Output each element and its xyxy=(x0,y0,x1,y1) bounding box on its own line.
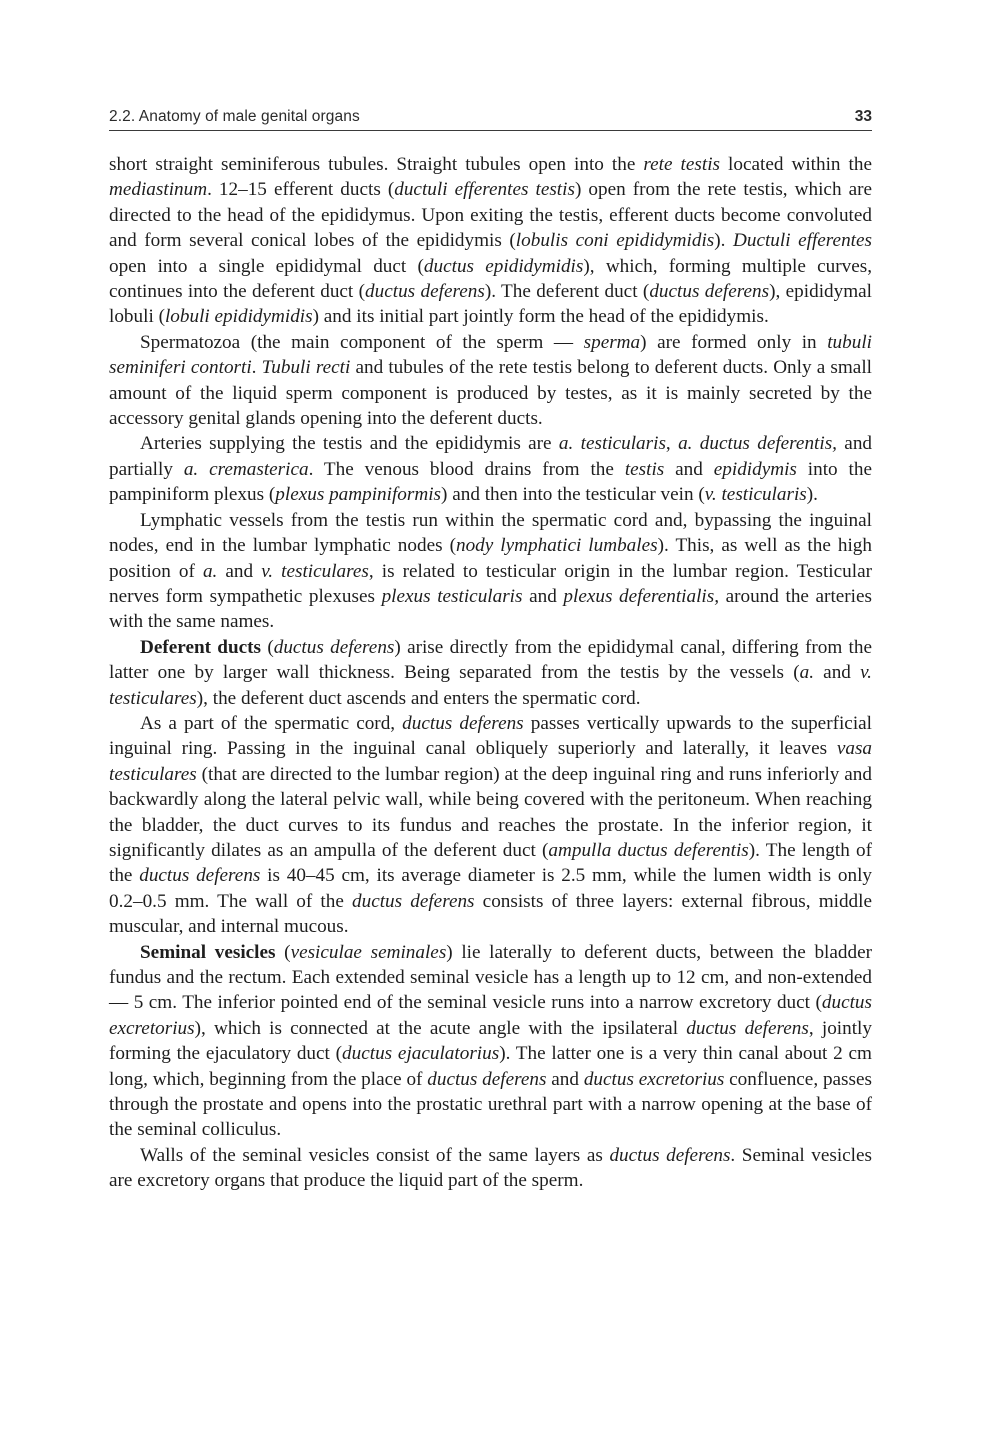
latin-term: mediastinum xyxy=(109,179,208,201)
text-run: ) and its initial part jointly form the head of the epididymis. xyxy=(312,306,769,328)
latin-term: ductus ejaculatorius xyxy=(342,1043,500,1065)
text-run: , xyxy=(665,433,679,455)
latin-term: ductus deferens xyxy=(609,1144,731,1166)
latin-term: epididymis xyxy=(713,458,797,480)
text-run: and xyxy=(217,560,262,582)
text-run: open into a single epididymal duct ( xyxy=(109,255,424,277)
latin-term: vasa testiculares xyxy=(109,738,872,785)
text-run: Spermatozoa (the main component of the sperm — xyxy=(140,331,584,353)
text-run: As a part of the spermatic cord, xyxy=(140,712,403,734)
latin-term: ductus excretorius xyxy=(109,992,872,1039)
latin-term: tubuli seminiferi contorti xyxy=(109,331,872,379)
text-run: and partially xyxy=(109,433,873,480)
text-run: ) are formed only in xyxy=(640,331,828,353)
latin-term: ductus excretorius xyxy=(583,1068,725,1090)
latin-term: ductuli efferentes testis xyxy=(394,179,575,201)
latin-term: lobuli epididymidis xyxy=(164,306,313,328)
latin-term: plexus testicularis xyxy=(381,585,523,607)
latin-term: a. ductus deferentis, xyxy=(678,433,837,455)
paragraph xyxy=(109,152,872,330)
latin-term: a. testicularis xyxy=(558,433,666,455)
text-run: ). xyxy=(714,230,733,252)
bold-term: Deferent ducts xyxy=(140,636,262,658)
text-run: and xyxy=(522,585,564,607)
latin-term: lobulis coni epididymidis xyxy=(515,230,715,252)
paragraph xyxy=(109,635,872,711)
text-run: . 12–15 efferent ducts ( xyxy=(207,179,395,201)
running-title: 2.2. Anatomy of male genital organs xyxy=(109,108,360,125)
latin-term: v. testicularis xyxy=(704,484,807,506)
text-run: ) lie laterally to deferent ducts, between the bladder fundus and the rectum. Each extended seminal vesicle has a length up to 12 cm, and non-extended — 5 cm. The inferior pointed end of the seminal vesicle runs into a narrow excretory duct ( xyxy=(109,941,872,1014)
latin-term: ductus deferens xyxy=(402,712,524,734)
text-run: ). This, as well as the high position of xyxy=(109,535,872,582)
paragraph xyxy=(109,431,872,507)
paragraph xyxy=(109,711,872,940)
text-run: ). The length of the xyxy=(109,839,872,887)
text-run: , jointly forming the ejaculatory duct ( xyxy=(109,1017,872,1065)
latin-term: Tubuli recti xyxy=(261,357,351,379)
latin-term: a. xyxy=(202,560,218,582)
text-run: is 40–45 cm, its average diameter is 2.5 mm, while the lumen width is only 0.2–0.5 mm. The wall of the xyxy=(109,865,872,912)
text-run: confluence, passes through the prostate and opens into the prostatic urethral part with a narrow opening at the base of the seminal colliculus. xyxy=(109,1068,872,1141)
text-run: ), epididymal lobuli ( xyxy=(109,281,872,328)
text-run: , is related to testicular origin in the lumbar region. Testicular nerves form sympathetic plexuses xyxy=(109,560,872,607)
text-run: and xyxy=(813,662,861,684)
latin-term: v. testiculares xyxy=(109,662,872,709)
text-run: ), which is connected at the acute angle with the ipsilateral xyxy=(194,1017,687,1039)
latin-term: ductus deferens xyxy=(352,890,475,912)
latin-term: a. xyxy=(799,662,814,684)
text-run: ) open from the rete testis, which are directed to the head of the epididymus. Upon exiting the testis, efferent ducts become convoluted and form several conical lobes of the epididymis ( xyxy=(109,179,873,252)
text-run: Lymphatic vessels from the testis run within the spermatic cord and, bypassing the inguinal nodes, end in the lumbar lymphatic nodes ( xyxy=(109,509,872,557)
page-number: 33 xyxy=(854,108,872,125)
paragraph xyxy=(109,508,872,635)
text-run: ), the deferent duct ascends and enters the spermatic cord. xyxy=(196,687,641,709)
bold-term: Seminal vesicles xyxy=(140,941,276,963)
latin-term: Ductuli efferentes xyxy=(733,230,872,252)
text-run: ( xyxy=(275,941,291,963)
text-run: Walls of the seminal vesicles consist of the same layers as xyxy=(140,1144,610,1166)
text-run: (that are directed to the lumbar region) at the deep inguinal ring and runs inferiorly and backwardly along the lateral pelvic wall, while being covered with the peritoneum. When reaching the bladder, the duct curves to its fundus and reaches the prostate. In the inferior region, it significantly dilates as an ampulla of the deferent duct ( xyxy=(109,763,872,861)
text-run: . Seminal vesicles are excretory organs that produce the liquid part of the sperm. xyxy=(109,1144,872,1192)
text-run: around the arteries with the same names. xyxy=(109,585,872,633)
latin-term: ductus deferens xyxy=(139,865,261,887)
latin-term: plexus pampiniformis xyxy=(275,484,442,506)
paragraph xyxy=(109,940,872,1143)
page-header xyxy=(109,106,872,131)
latin-term: ductus deferens xyxy=(686,1017,809,1039)
text-run: ) and then into the testicular vein ( xyxy=(441,484,705,506)
text-run: ). xyxy=(806,484,818,506)
latin-term: a. cremasterica xyxy=(183,458,309,480)
latin-term: rete testis xyxy=(643,154,720,175)
text-run: Arteries supplying the testis and the epididymis are xyxy=(140,433,559,455)
text-run: and xyxy=(546,1068,584,1090)
text-run: . The venous blood drains from the xyxy=(308,458,625,480)
text-run: into the pampiniform plexus ( xyxy=(109,458,872,506)
body-text xyxy=(109,152,872,1194)
latin-term: ductus epididymidis xyxy=(423,255,584,277)
text-run: . xyxy=(251,357,262,379)
text-run: ). The latter one is a very thin canal about 2 cm long, which, beginning from the place of xyxy=(109,1043,872,1090)
text-run: ) arise directly from the epididymal canal, differing from the latter one by larger wall thickness. Being separated from the testis by the vessels ( xyxy=(109,636,872,684)
text-run: ( xyxy=(261,636,274,658)
latin-term: ductus deferens xyxy=(427,1068,547,1090)
text-run: and xyxy=(664,458,714,480)
paragraph xyxy=(109,1143,872,1194)
latin-term: ductus deferens xyxy=(273,636,395,658)
text-run: consists of three layers: external fibrous, middle muscular, and internal mucous. xyxy=(109,890,872,938)
latin-term: v. testiculares xyxy=(261,560,369,582)
text-run: ), which, forming multiple curves, continues into the deferent duct ( xyxy=(109,255,872,303)
text-run: and tubules of the rete testis belong to deferent ducts. Only a small amount of the liquid sperm component is produced by testes, as it is mainly secreted by the accessory genital glands opening into the deferent ducts. xyxy=(109,357,872,430)
latin-term: vesiculae seminales xyxy=(290,941,447,963)
latin-term: nody lymphatici lumbales xyxy=(455,535,658,557)
latin-term: ampulla ductus deferentis xyxy=(548,839,749,861)
latin-term: sperma xyxy=(583,331,641,353)
text-run: short straight seminiferous tubules. Straight tubules open into the xyxy=(109,154,644,175)
latin-term: ductus deferens xyxy=(365,281,485,303)
text-run: ). The deferent duct ( xyxy=(484,281,650,303)
text-run: located within the xyxy=(720,154,872,175)
latin-term: testis xyxy=(624,458,665,480)
text-run: passes vertically upwards to the superficial inguinal ring. Passing in the inguinal canal obliquely superiorly and laterally, it leaves xyxy=(109,712,872,760)
paragraph xyxy=(109,330,872,432)
latin-term: plexus deferentialis, xyxy=(563,585,720,607)
latin-term: ductus deferens xyxy=(649,281,770,303)
